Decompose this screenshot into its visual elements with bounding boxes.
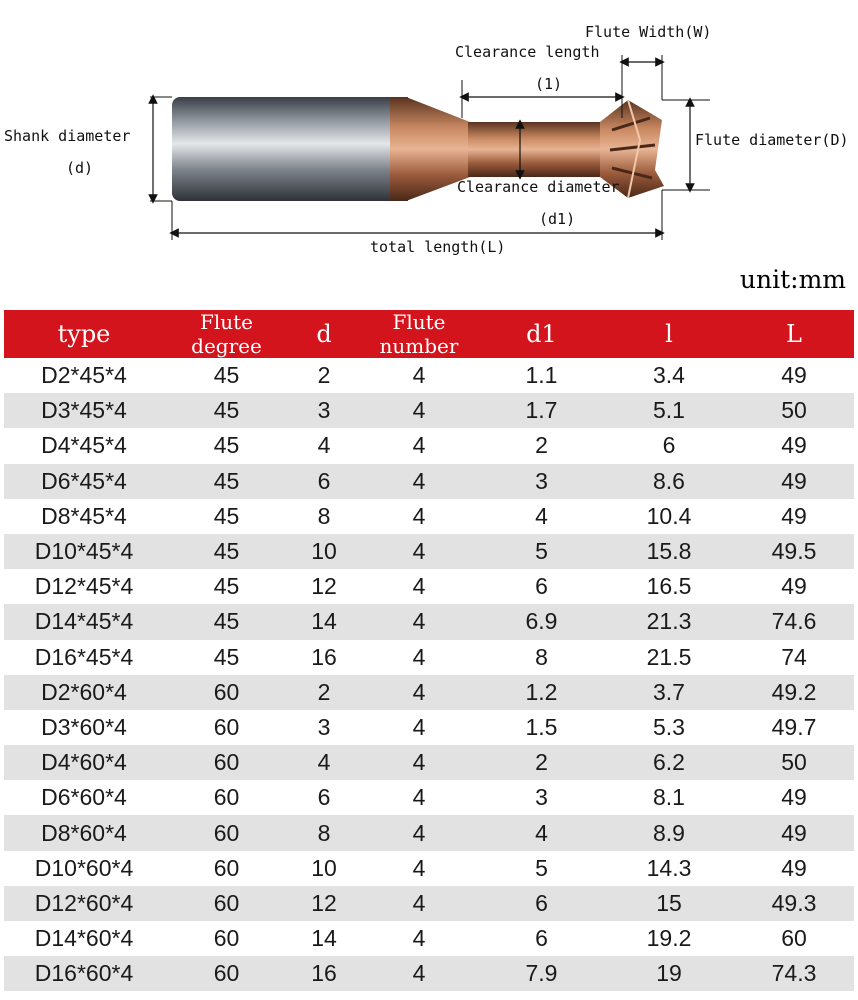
cell-d: 10	[311, 538, 337, 565]
cell-d1: 6	[535, 889, 548, 916]
cell-flute-number: 4	[412, 432, 426, 459]
cell-l: 8.6	[653, 467, 685, 494]
cell-type: D3*60*4	[41, 713, 127, 740]
cell-flute-number: 4	[412, 819, 426, 846]
cell-flute-degree: 45	[213, 573, 240, 600]
table-row	[4, 499, 854, 534]
table-row	[4, 675, 854, 710]
cell-d1: 1.7	[525, 397, 558, 424]
cell-d: 4	[317, 432, 331, 459]
cell-d1: 1.5	[525, 713, 558, 740]
cell-d: 3	[317, 397, 331, 424]
flute-diameter-label: Flute diameter(D)	[695, 131, 849, 149]
cell-l: 21.5	[646, 643, 692, 670]
cell-type: D12*45*4	[34, 573, 134, 600]
table-row	[4, 815, 854, 850]
table-header-row	[4, 310, 854, 358]
cell-d1: 5	[535, 854, 548, 881]
total-length-label: total length(L)	[370, 238, 506, 256]
cell-type: D2*60*4	[41, 678, 127, 705]
cell-flute-degree: 45	[213, 362, 240, 389]
cell-type: D8*45*4	[41, 502, 127, 529]
cell-L: 49	[781, 467, 807, 494]
table-row	[4, 640, 854, 675]
col-header-L: L	[786, 320, 802, 348]
cell-flute-degree: 60	[213, 854, 240, 881]
table-row	[4, 358, 854, 393]
cell-l: 19.2	[646, 925, 692, 952]
cell-d: 14	[311, 608, 337, 635]
clearance-length-label: Clearance length	[455, 43, 600, 61]
coating-band	[390, 97, 408, 201]
cell-l: 8.1	[653, 784, 685, 811]
cell-flute-number: 4	[412, 467, 426, 494]
table-row	[4, 780, 854, 815]
cell-flute-degree: 60	[213, 960, 240, 987]
shank-diameter-symbol: (d)	[66, 159, 94, 177]
cell-L: 49.3	[771, 889, 817, 916]
table-row	[4, 886, 854, 921]
cell-flute-number: 4	[412, 362, 426, 389]
cell-L: 49.5	[771, 538, 817, 565]
cell-d: 12	[311, 889, 337, 916]
table-row	[4, 569, 854, 604]
neck	[468, 122, 606, 177]
cell-d1: 6	[535, 573, 548, 600]
cell-flute-degree: 60	[213, 784, 240, 811]
cell-flute-degree: 60	[213, 819, 240, 846]
cell-d1: 1.1	[525, 362, 558, 389]
cell-flute-degree: 45	[213, 643, 240, 670]
cell-flute-number: 4	[412, 889, 426, 916]
cell-flute-degree: 60	[213, 925, 240, 952]
cell-flute-number: 4	[412, 960, 426, 987]
cell-type: D8*60*4	[41, 819, 127, 846]
cell-l: 16.5	[646, 573, 692, 600]
cell-type: D6*45*4	[41, 467, 127, 494]
cell-flute-degree: 60	[213, 713, 240, 740]
cell-flute-number: 4	[412, 538, 426, 565]
cell-flute-number: 4	[412, 573, 426, 600]
table-body	[4, 358, 854, 991]
cell-flute-degree: 45	[213, 432, 240, 459]
cell-d1: 8	[535, 643, 548, 670]
col-header-flute-degree: Flute degree	[191, 310, 262, 358]
table-row	[4, 851, 854, 886]
cell-l: 6.2	[653, 749, 685, 776]
cell-l: 21.3	[646, 608, 692, 635]
col-header-type: type	[57, 320, 111, 348]
cell-type: D2*45*4	[41, 362, 127, 389]
shank	[172, 97, 397, 201]
cell-flute-degree: 45	[213, 608, 240, 635]
cell-flute-degree: 45	[213, 397, 240, 424]
clearance-diameter-symbol: (d1)	[539, 210, 576, 228]
cell-flute-degree: 45	[213, 502, 240, 529]
cell-d1: 2	[535, 432, 548, 459]
cell-flute-number: 4	[412, 713, 426, 740]
cell-flute-number: 4	[412, 643, 426, 670]
cell-flute-number: 4	[412, 784, 426, 811]
cell-flute-number: 4	[412, 678, 426, 705]
cell-flute-number: 4	[412, 397, 426, 424]
cell-flute-number: 4	[412, 502, 426, 529]
cell-d1: 4	[535, 819, 548, 846]
cell-L: 49.7	[771, 713, 817, 740]
cell-L: 74.6	[771, 608, 817, 635]
cell-L: 49	[781, 573, 807, 600]
cell-L: 49	[781, 784, 807, 811]
cell-L: 50	[781, 397, 807, 424]
cell-L: 49	[781, 502, 807, 529]
cell-flute-number: 4	[412, 608, 426, 635]
unit-label: unit:mm	[739, 265, 846, 294]
cell-flute-degree: 60	[213, 749, 240, 776]
cell-flute-degree: 60	[213, 889, 240, 916]
cell-flute-number: 4	[412, 925, 426, 952]
cell-d1: 1.2	[525, 678, 558, 705]
cell-d1: 3	[535, 784, 548, 811]
cell-d1: 7.9	[525, 960, 558, 987]
cell-l: 19	[656, 960, 682, 987]
col-header-flute-number: Flute number	[379, 310, 459, 358]
cell-type: D6*60*4	[41, 784, 127, 811]
table-row	[4, 956, 854, 991]
table-row	[4, 428, 854, 463]
cell-d: 8	[317, 819, 331, 846]
cell-type: D4*45*4	[41, 432, 127, 459]
cell-L: 49.2	[771, 678, 817, 705]
clearance-length-symbol: (1)	[535, 75, 563, 93]
cell-d1: 5	[535, 538, 548, 565]
cell-l: 15	[656, 889, 682, 916]
cell-d: 2	[317, 678, 331, 705]
cell-l: 10.4	[646, 502, 692, 529]
cell-L: 49	[781, 362, 807, 389]
cell-d: 14	[311, 925, 337, 952]
cell-type: D3*45*4	[41, 397, 127, 424]
cell-d1: 2	[535, 749, 548, 776]
cell-l: 8.9	[653, 819, 685, 846]
cell-type: D12*60*4	[34, 889, 134, 916]
cell-L: 60	[781, 925, 807, 952]
col-header-d1: d1	[526, 320, 557, 348]
cell-flute-degree: 45	[213, 538, 240, 565]
cell-type: D16*45*4	[34, 643, 134, 670]
cell-l: 3.7	[653, 678, 685, 705]
cell-type: D14*60*4	[34, 925, 134, 952]
cell-flute-degree: 60	[213, 678, 240, 705]
cell-flute-number: 4	[412, 749, 426, 776]
table-row	[4, 921, 854, 956]
shank-diameter-label: Shank diameter	[4, 127, 131, 145]
cell-l: 6	[662, 432, 676, 459]
table-row	[4, 745, 854, 780]
cell-L: 50	[781, 749, 807, 776]
cell-L: 74.3	[771, 960, 817, 987]
cell-d1: 6	[535, 925, 548, 952]
cell-d: 10	[311, 854, 337, 881]
cell-d: 16	[311, 643, 337, 670]
col-header-l: l	[665, 320, 673, 348]
cell-d: 16	[311, 960, 337, 987]
cell-type: D10*60*4	[34, 854, 134, 881]
cell-d: 2	[317, 362, 331, 389]
tool-diagram	[0, 0, 858, 300]
cell-d1: 3	[535, 467, 548, 494]
cell-L: 49	[781, 819, 807, 846]
spec-table	[4, 310, 854, 991]
cell-l: 5.1	[653, 397, 685, 424]
cell-l: 15.8	[646, 538, 692, 565]
table-row	[4, 710, 854, 745]
cell-d: 6	[317, 467, 331, 494]
cell-type: D16*60*4	[34, 960, 134, 987]
cell-type: D14*45*4	[34, 608, 134, 635]
table-row	[4, 464, 854, 499]
cell-d: 4	[317, 749, 331, 776]
flute-width-label: Flute Width(W)	[585, 23, 712, 41]
cell-d1: 6.9	[525, 608, 558, 635]
cell-d1: 4	[535, 502, 548, 529]
cell-L: 49	[781, 854, 807, 881]
table-row	[4, 393, 854, 428]
cell-d: 6	[317, 784, 331, 811]
col-header-d: d	[316, 320, 332, 348]
cell-type: D10*45*4	[34, 538, 134, 565]
cell-flute-number: 4	[412, 854, 426, 881]
cell-d: 3	[317, 713, 331, 740]
cell-flute-degree: 45	[213, 467, 240, 494]
cell-l: 5.3	[653, 713, 685, 740]
cell-l: 14.3	[646, 854, 692, 881]
cell-d: 8	[317, 502, 331, 529]
cell-type: D4*60*4	[41, 749, 127, 776]
cell-l: 3.4	[653, 362, 685, 389]
table-row	[4, 534, 854, 569]
table-row	[4, 604, 854, 639]
cell-d: 12	[311, 573, 337, 600]
clearance-diameter-label: Clearance diameter	[457, 178, 620, 196]
cell-L: 49	[781, 432, 807, 459]
cell-L: 74	[781, 643, 807, 670]
